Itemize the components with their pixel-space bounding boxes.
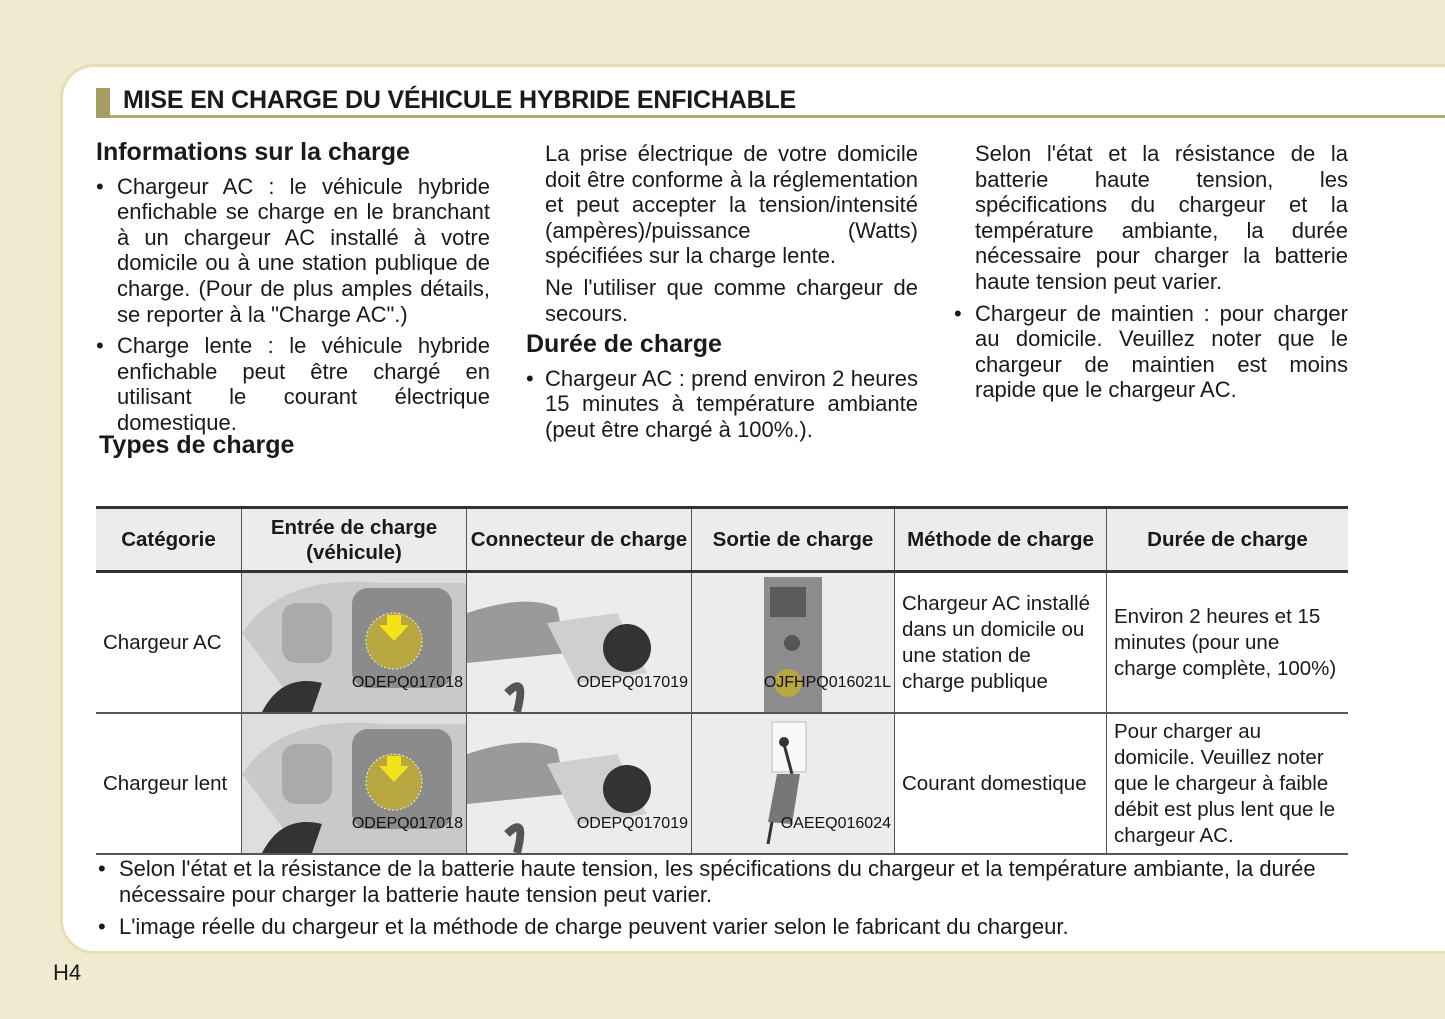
image-code: ODEPQ017019 bbox=[576, 674, 688, 691]
section-title-bar bbox=[96, 86, 1445, 118]
paragraph-secours: Ne l'utiliser que comme chargeur de secours. bbox=[545, 274, 918, 326]
column-3 bbox=[954, 141, 1348, 409]
cell-category: Chargeur AC bbox=[96, 572, 242, 714]
cell-method: Chargeur AC installé dans un domicile ou une station de charge publique bbox=[895, 572, 1107, 714]
paragraph-selon: Selon l'état et la résistance de la batterie haute tension, les spécifications du chargeur et la température ambiante, la durée nécessaire pour charger la batterie haute tension peut varier. bbox=[975, 141, 1348, 294]
table-header-row bbox=[96, 508, 1348, 572]
note-1: • Selon l'état et la résistance de la batterie haute tension, les spécifications du chargeur et la température ambiante, la durée nécessaire pour charger la batterie haute tension peut varier. bbox=[98, 856, 1348, 907]
inlet-image bbox=[242, 713, 467, 854]
bullet-lente: • Charge lente : le véhicule hybride enfichable peut être chargé en utilisant le courant électrique domestique. bbox=[96, 333, 490, 435]
heading-duree: Durée de charge bbox=[526, 330, 722, 359]
cell-category: Chargeur lent bbox=[96, 713, 242, 854]
image-code: ODEPQ017018 bbox=[351, 674, 463, 691]
header-output: Sortie de charge bbox=[692, 508, 895, 572]
title-marker bbox=[96, 88, 110, 118]
table-row bbox=[96, 572, 1348, 714]
table-row bbox=[96, 713, 1348, 854]
charge-types-table bbox=[96, 506, 1348, 855]
header-duration: Durée de charge bbox=[1107, 508, 1349, 572]
bullet-duree: • Chargeur AC : prend environ 2 heures 15 minutes à température ambiante (peut être chargé à 100%.). bbox=[526, 366, 918, 443]
heading-types: Types de charge bbox=[99, 430, 295, 459]
connector-image bbox=[467, 572, 692, 714]
image-code: ODEPQ017018 bbox=[351, 815, 463, 832]
connector-image bbox=[467, 713, 692, 854]
note-2: • L'image réelle du chargeur et la méthode de charge peuvent varier selon le fabricant du chargeur. bbox=[98, 914, 1348, 940]
paragraph-prise: La prise électrique de votre domicile doit être conforme à la réglementation et peut accepter la tension/intensité (ampères)/puissance (Watts) spécifiées sur la charge lente. bbox=[545, 141, 918, 269]
bullet-maintien: • Chargeur de maintien : pour charger au domicile. Veuillez noter que le chargeur de maintien est moins rapide que le chargeur AC. bbox=[954, 301, 1348, 403]
image-code: ODEPQ017019 bbox=[576, 815, 688, 832]
header-connector: Connecteur de charge bbox=[467, 508, 692, 572]
inlet-image bbox=[242, 572, 467, 714]
bullet-ac: • Chargeur AC : le véhicule hybride enfichable se charge en le branchant à un chargeur AC installé à votre domicile ou à une station publique de charge. (Pour de plus amples détails, se reporter à la "Charge AC".) bbox=[96, 174, 490, 328]
column-1 bbox=[96, 140, 490, 466]
output-image bbox=[692, 572, 895, 714]
cell-duration: Pour charger au domicile. Veuillez noter que le chargeur à faible débit est plus lent que le chargeur AC. bbox=[1107, 713, 1349, 854]
header-category: Catégorie bbox=[96, 508, 242, 572]
header-inlet: Entrée de charge (véhicule) bbox=[242, 508, 467, 572]
column-2 bbox=[526, 141, 918, 449]
page-number: H4 bbox=[53, 960, 82, 985]
cell-method: Courant domestique bbox=[895, 713, 1107, 854]
header-method: Méthode de charge bbox=[895, 508, 1107, 572]
heading-informations: Informations sur la charge bbox=[96, 138, 410, 166]
image-code: OJFHPQ016021L bbox=[763, 674, 891, 691]
output-image bbox=[692, 713, 895, 854]
section-title: MISE EN CHARGE DU VÉHICULE HYBRIDE ENFICHABLE bbox=[123, 86, 796, 114]
cell-duration: Environ 2 heures et 15 minutes (pour une charge complète, 100%) bbox=[1107, 572, 1349, 714]
image-code: OAEEQ016024 bbox=[780, 815, 891, 832]
